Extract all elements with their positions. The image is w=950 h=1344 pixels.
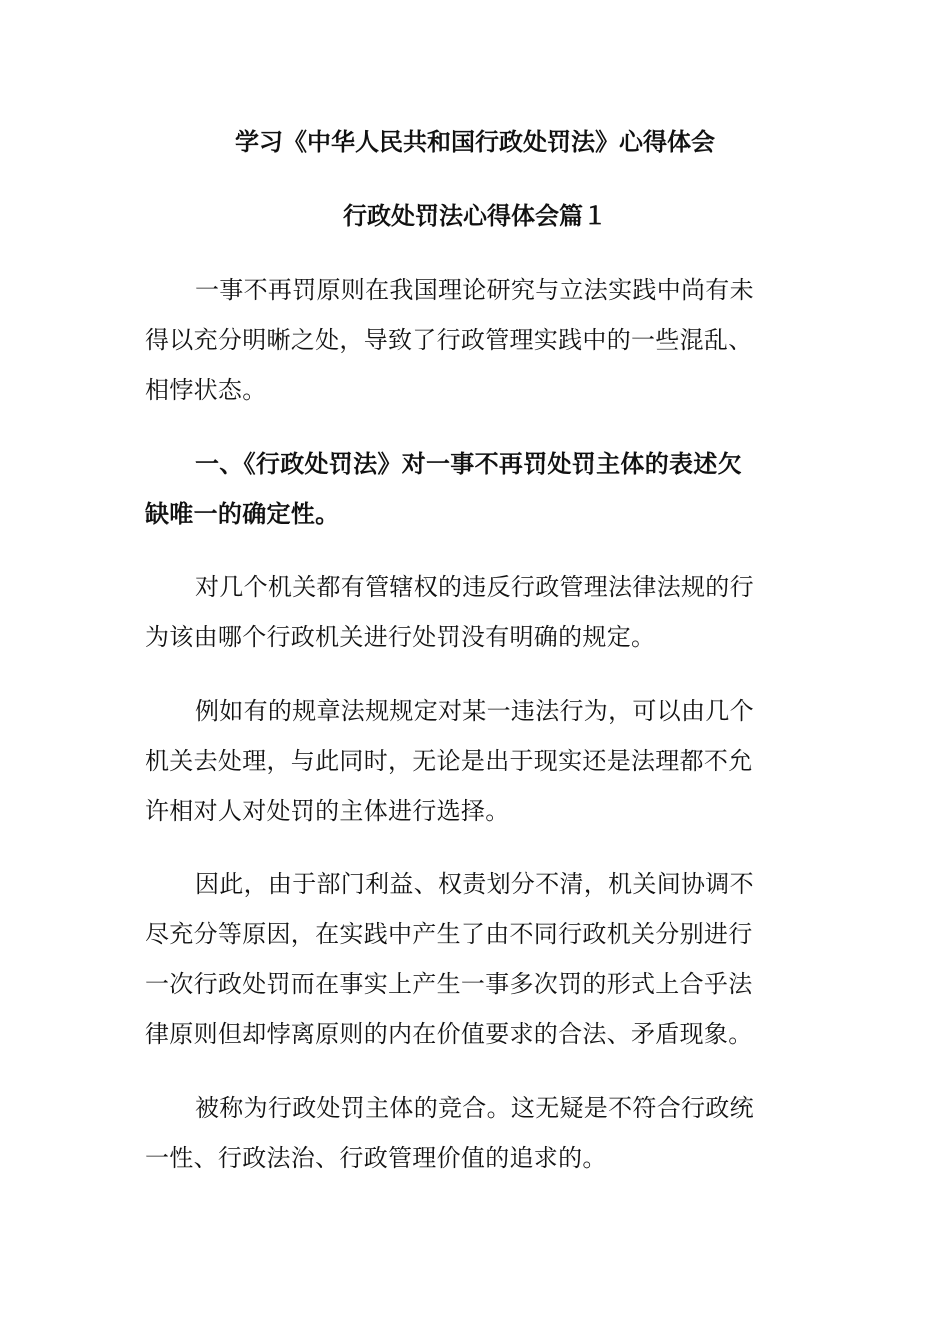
paragraph-example	[145, 686, 805, 836]
paragraph-line: 因此，由于部门利益、权责划分不清，机关间协调不	[195, 870, 754, 898]
heading-line: 缺唯一的确定性。	[145, 500, 340, 528]
paragraph-line: 机关去处理，与此同时，无论是出于现实还是法理都不允	[145, 747, 753, 775]
paragraph-line: 为该由哪个行政机关进行处罚没有明确的规定。	[145, 623, 656, 651]
paragraph-line: 对几个机关都有管辖权的违反行政管理法律法规的行	[195, 573, 754, 601]
heading-line: 一、《行政处罚法》对一事不再罚处罚主体的表述欠	[195, 450, 742, 478]
paragraph-line: 一性、行政法治、行政管理价值的追求的。	[145, 1144, 607, 1172]
paragraph-consequence	[145, 859, 805, 1059]
section-heading-1	[145, 439, 805, 539]
paragraph-line: 相悖状态。	[145, 376, 267, 404]
paragraph-line: 一事不再罚原则在我国理论研究与立法实践中尚有未	[195, 276, 754, 304]
document-title: 学习《中华人民共和国行政处罚法》心得体会	[235, 128, 715, 156]
paragraph-line: 例如有的规章法规规定对某一违法行为，可以由几个	[195, 697, 754, 725]
paragraph-line: 一次行政处罚而在事实上产生一事多次罚的形式上合乎法	[145, 970, 753, 998]
paragraph-jurisdiction	[145, 562, 805, 662]
document-subtitle: 行政处罚法心得体会篇１	[343, 202, 607, 230]
paragraph-line: 尽充分等原因，在实践中产生了由不同行政机关分别进行	[145, 920, 753, 948]
paragraph-conclusion	[145, 1083, 805, 1183]
paragraph-line: 得以充分明晰之处，导致了行政管理实践中的一些混乱、	[145, 326, 753, 354]
paragraph-line: 律原则但却悖离原则的内在价值要求的合法、矛盾现象。	[145, 1020, 753, 1048]
paragraph-line: 被称为行政处罚主体的竞合。这无疑是不符合行政统	[195, 1094, 754, 1122]
paragraph-line: 许相对人对处罚的主体进行选择。	[145, 797, 510, 825]
paragraph-intro	[145, 265, 805, 415]
